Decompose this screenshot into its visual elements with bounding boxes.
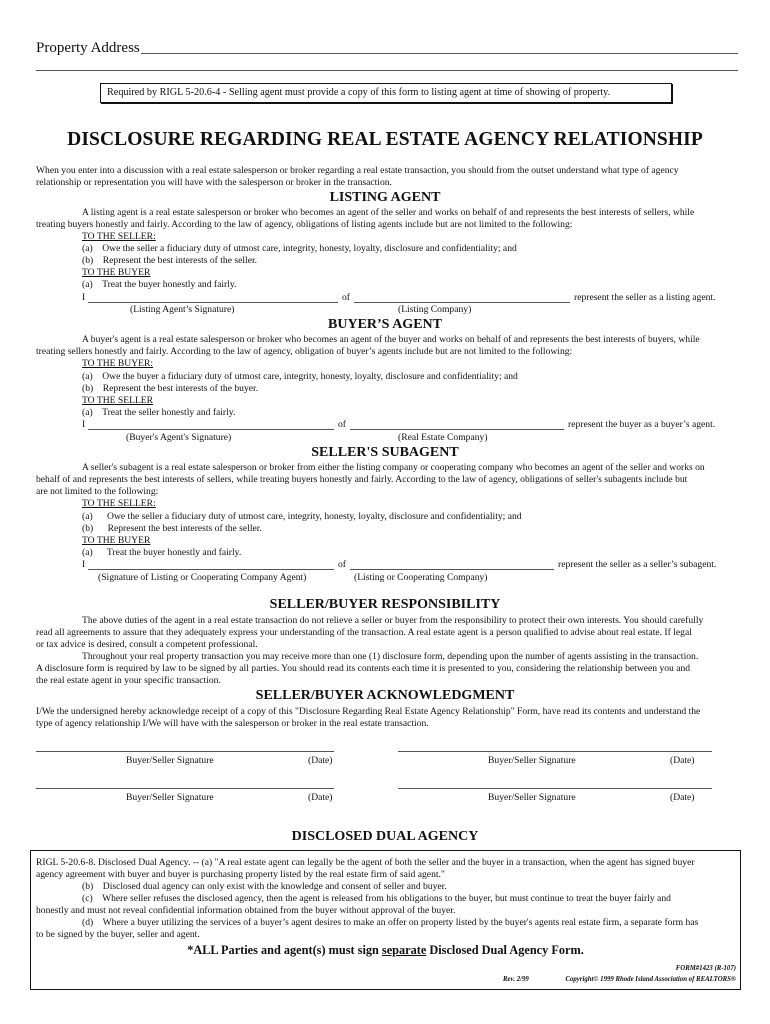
- dual-notice: [31, 943, 740, 958]
- date-label-1: (Date): [308, 755, 333, 766]
- revision-date: Rev. 2/99: [503, 976, 529, 983]
- responsibility-heading: SELLER/BUYER RESPONSIBILITY: [269, 597, 501, 612]
- buyer-item-b1: (b) Represent the best interests of the buyer.: [82, 383, 259, 394]
- required-notice: Required by RIGL 5-20.6-4 - Selling agent must provide a copy of this form to listing agent at time of showing of property.: [107, 87, 611, 98]
- listing-of: of: [342, 292, 350, 303]
- dual-line-5: honestly and must not reveal confidential information obtained from the buyer without approval of the buyer.: [36, 905, 456, 916]
- buyers-agent-heading: BUYER’S AGENT: [328, 317, 442, 332]
- buyer-represent: represent the buyer as a buyer’s agent.: [568, 419, 716, 430]
- intro-line-2: relationship or representation you will have with the salesperson or broker in the transaction.: [36, 177, 392, 188]
- responsibility-line-1: The above duties of the agent in a real estate transaction do not relieve a seller or buyer from the responsibility to protect their own interests. You should carefully: [82, 615, 704, 626]
- listing-item-a2: (a) Treat the buyer honestly and fairly.: [82, 279, 237, 290]
- responsibility-line-4: Throughout your real property transaction you may receive more than one (1) disclosure form, depending upon the number of agents assisting in the transaction.: [82, 651, 699, 662]
- dual-line-1: RIGL 5-20.6-8. Disclosed Dual Agency. -- (a) "A real estate agent can legally be the agent of both the seller and the buyer in a transaction, when the agent has signed buyer: [36, 857, 695, 868]
- buyer-of: of: [338, 419, 346, 430]
- buyer-i: I: [82, 419, 86, 430]
- responsibility-line-3: or tax advice is desired, consult a competent professional.: [36, 639, 258, 650]
- form-number: FORM#1423 (R-107): [675, 965, 736, 972]
- acknowledgment-line-2: type of agency relationship I/We will have with the salesperson or broker in the real estate transaction.: [36, 718, 429, 729]
- buyer-seller-signature-field-1[interactable]: [36, 751, 334, 752]
- subagent-para-1: A seller's subagent is a real estate salesperson or broker from either the listing company or cooperating company who becomes an agent of the seller and works on: [82, 462, 705, 473]
- page-title: DISCLOSURE REGARDING REAL ESTATE AGENCY RELATIONSHIP: [67, 129, 703, 150]
- listing-company-label: (Listing Company): [398, 304, 472, 315]
- buyer-item-a1: (a) Owe the buyer a fiduciary duty of utmost care, integrity, honesty, loyalty, disclosure and confidentiality; and: [82, 371, 518, 382]
- property-address-field[interactable]: [141, 53, 738, 54]
- subagent-company-label: (Listing or Cooperating Company): [354, 572, 488, 583]
- copyright: Copyright© 1999 Rhode Island Association of REALTORS®: [565, 976, 736, 983]
- listing-para-2: treating buyers honestly and fairly. According to the law of agency, obligations of listing agents include but are not limited to the following:: [36, 219, 573, 230]
- subagent-signature-field[interactable]: [88, 569, 334, 570]
- required-notice-box: [100, 83, 672, 103]
- subagent-i: I: [82, 559, 86, 570]
- property-address-field-line2[interactable]: [36, 70, 738, 71]
- listing-to-seller: TO THE SELLER:: [82, 231, 156, 242]
- subagent-represent: represent the seller as a seller’s subagent.: [558, 559, 717, 570]
- buyer-item-a2: (a) Treat the seller honestly and fairly.: [82, 407, 236, 418]
- listing-i: I: [82, 292, 86, 303]
- listing-item-a1: (a) Owe the seller a fiduciary duty of utmost care, integrity, honesty, loyalty, disclosure and confidentiality; and: [82, 243, 517, 254]
- listing-signature-label: (Listing Agent’s Signature): [130, 304, 235, 315]
- dual-line-3: (b) Disclosed dual agency can only exist with the knowledge and consent of seller and buyer.: [82, 881, 447, 892]
- signature-label-1: Buyer/Seller Signature: [126, 755, 214, 766]
- responsibility-line-2: read all agreements to assure that they adequately express your understanding of the transaction. A real estate agent is a person qualified to advise about real estate. If legal: [36, 627, 692, 638]
- dual-notice-pre: *ALL Parties and agent(s) must sign: [187, 943, 382, 957]
- dual-agency-heading: DISCLOSED DUAL AGENCY: [291, 829, 479, 844]
- dual-notice-post: Disclosed Dual Agency Form.: [426, 943, 584, 957]
- acknowledgment-line-1: I/We the undersigned hereby acknowledge receipt of a copy of this "Disclosure Regarding Real Estate Agency Relationship" Form, have read its contents and understand the: [36, 706, 701, 717]
- signature-label-2: Buyer/Seller Signature: [488, 755, 576, 766]
- listing-company-field[interactable]: [354, 302, 570, 303]
- subagent-of: of: [338, 559, 346, 570]
- sellers-subagent-heading: SELLER'S SUBAGENT: [311, 445, 459, 460]
- listing-agent-signature-field[interactable]: [88, 302, 338, 303]
- dual-line-7: to be signed by the buyer, seller and agent.: [36, 929, 200, 940]
- subagent-item-a2: (a) Treat the buyer honestly and fairly.: [82, 547, 242, 558]
- buyer-signature-label: (Buyer's Agent's Signature): [126, 432, 232, 443]
- listing-to-buyer: TO THE BUYER: [82, 267, 151, 278]
- responsibility-line-5: A disclosure form is required by law to be signed by all parties. You should read its contents each time it is presented to you, considering the relationship between you and: [36, 663, 691, 674]
- buyer-seller-signature-field-4[interactable]: [398, 788, 712, 789]
- listing-represent: represent the seller as a listing agent.: [574, 292, 716, 303]
- signature-label-3: Buyer/Seller Signature: [126, 792, 214, 803]
- intro-line-1: When you enter into a discussion with a real estate salesperson or broker regarding a real estate transaction, you should from the outset understand what type of agency: [36, 165, 679, 176]
- signature-label-4: Buyer/Seller Signature: [488, 792, 576, 803]
- listing-item-b1: (b) Represent the best interests of the seller.: [82, 255, 258, 266]
- date-label-4: (Date): [670, 792, 695, 803]
- subagent-company-field[interactable]: [350, 569, 554, 570]
- subagent-para-2: behalf of and represents the best interests of sellers, while treating buyers honestly and fairly. According to the law of agency, obligations of seller's subagents include but: [36, 474, 688, 485]
- dual-notice-separate: separate: [381, 943, 427, 957]
- dual-line-4: (c) Where seller refuses the disclosed agency, then the agent is released from his obligations to the buyer, but must continue to treat the buyer fairly and: [82, 893, 671, 904]
- subagent-signature-label: (Signature of Listing or Cooperating Company Agent): [98, 572, 307, 583]
- listing-agent-heading: LISTING AGENT: [329, 190, 441, 205]
- dual-line-2: agency agreement with buyer and buyer is purchasing property listed by the real estate firm of said agent.": [36, 869, 445, 880]
- buyer-company-field[interactable]: [350, 429, 564, 430]
- buyer-seller-signature-field-2[interactable]: [398, 751, 712, 752]
- acknowledgment-heading: SELLER/BUYER ACKNOWLEDGMENT: [255, 688, 515, 703]
- subagent-to-seller: TO THE SELLER:: [82, 498, 156, 509]
- buyer-to-seller: TO THE SELLER: [82, 395, 154, 406]
- date-label-2: (Date): [670, 755, 695, 766]
- subagent-para-3: are not limited to the following:: [36, 486, 159, 497]
- buyer-para-1: A buyer's agent is a real estate salesperson or broker who becomes an agent of the buyer and works on behalf of and represents the best interests of buyers, while: [82, 334, 700, 345]
- subagent-item-b1: (b) Represent the best interests of the seller.: [82, 523, 262, 534]
- date-label-3: (Date): [308, 792, 333, 803]
- buyer-seller-signature-field-3[interactable]: [36, 788, 334, 789]
- buyers-agent-signature-field[interactable]: [88, 429, 334, 430]
- dual-line-6: (d) Where a buyer utilizing the services of a buyer’s agent desires to make an offer on property listed by the buyer's agents real estate firm, a separate form has: [82, 917, 699, 928]
- responsibility-line-6: the real estate agent in your specific transaction.: [36, 675, 221, 686]
- subagent-item-a1: (a) Owe the seller a fiduciary duty of utmost care, integrity, honesty, loyalty, disclosure and confidentiality; and: [82, 511, 522, 522]
- buyer-para-2: treating sellers honestly and fairly. According to the law of agency, obligation of buyer’s agents include but are not limited to the following:: [36, 346, 573, 357]
- property-address-label: Property Address: [36, 40, 140, 56]
- subagent-to-buyer: TO THE BUYER: [82, 535, 151, 546]
- dual-agency-box: [30, 850, 741, 990]
- buyer-to-buyer: TO THE BUYER:: [82, 358, 154, 369]
- listing-para-1: A listing agent is a real estate salesperson or broker who becomes an agent of the seller and works on behalf of and represents the best interests of sellers, while: [82, 207, 695, 218]
- buyer-company-label: (Real Estate Company): [398, 432, 488, 443]
